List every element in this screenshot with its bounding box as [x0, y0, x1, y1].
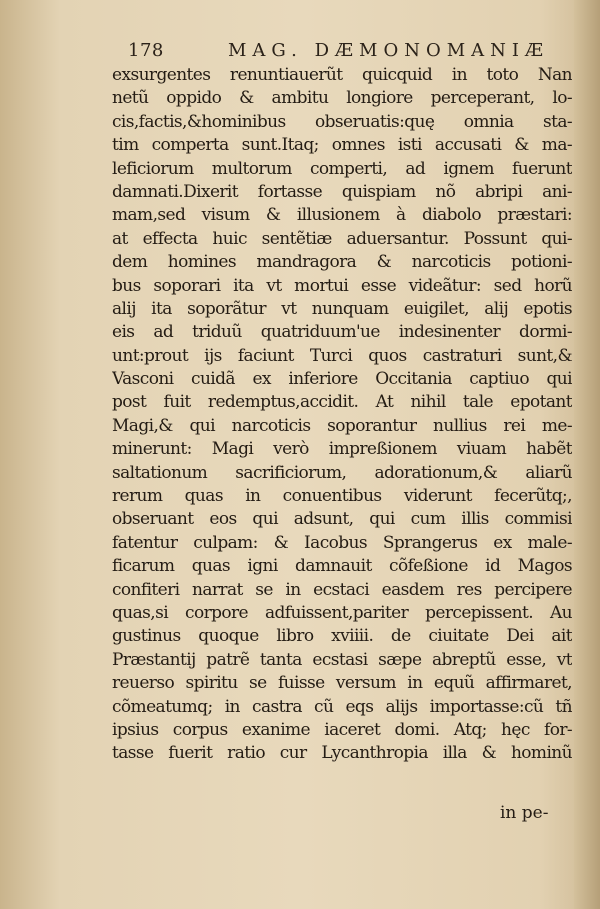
text-line: mam,sed visum & illusionem à diabolo præstari: [112, 205, 572, 226]
text-line: dem homines mandragora & narcoticis potioni- [112, 252, 572, 273]
text-line: exsurgentes renuntiauerũt quicquid in toto Nan [112, 65, 572, 85]
folio-number: 178 [128, 40, 164, 61]
text-line: at effecta huic sentẽtiæ aduersantur. Possunt qui- [112, 228, 572, 249]
text-line: rerum quas in conuentibus viderunt fecerũtq;, [112, 486, 572, 507]
text-line: tim comperta sunt.Itaq; omnes isti accusati & ma- [112, 135, 572, 156]
text-line: cis,factis,&hominibus obseruatis:quę omnia sta- [112, 111, 572, 132]
text-line: bus soporari ita vt mortui esse videãtur: sed horũ [112, 275, 572, 296]
text-line: gustinus quoque libro xviiii. de ciuitate Dei ait [112, 626, 572, 647]
text-line: netũ oppido & ambitu longiore perceperant, lo- [112, 88, 572, 109]
text-line: saltationum sacrificiorum, adorationum,& aliarũ [112, 462, 572, 483]
text-line: Vasconi cuidã ex inferiore Occitania captiuo qui [112, 369, 572, 390]
text-line: reuerso spiritu se fuisse versum in equũ affirmaret, [112, 673, 572, 694]
text-line: obseruant eos qui adsunt, qui cum illis commisi [112, 509, 572, 530]
text-line: damnati.Dixerit fortasse quispiam nõ abripi ani- [112, 181, 572, 202]
text-line: minerunt: Magi verò impreßionem viuam habẽt [112, 439, 572, 460]
catchword: in pe- [500, 803, 549, 823]
text-line: leficiorum multorum comperti, ad ignem fuerunt [112, 158, 572, 179]
text-line: tasse fuerit ratio cur Lycanthropia illa & hominũ [112, 743, 572, 764]
page-gutter [574, 0, 600, 909]
text-line: Magi,& qui narcoticis soporantur nullius rei me- [112, 415, 572, 436]
body-text [112, 64, 572, 766]
text-line: eis ad triduũ quatriduum'ue indesinenter dormi- [112, 322, 572, 343]
text-line: fatentur culpam: & Iacobus Sprangerus ex male- [112, 532, 572, 553]
text-line: cõmeatumq; in castra cũ eqs alijs importasse:cũ tñ [112, 696, 572, 717]
text-line: post fuit redemptus,accidit. At nihil tale epotant [112, 392, 572, 413]
text-line: ipsius corpus exanime iaceret domi. Atq; hęc for- [112, 719, 572, 740]
text-line: alij ita soporãtur vt nunquam euigilet, alij epotis [112, 298, 572, 319]
running-title: MAG. DÆMONOMANIÆ [228, 40, 550, 61]
text-line: quas,si corpore adfuissent,pariter percepissent. Au [112, 602, 572, 623]
text-line: ficarum quas igni damnauit cõfeßione id Magos [112, 556, 572, 577]
text-line: confiteri narrat se in ecstaci easdem res percipere [112, 579, 572, 600]
text-line: unt:prout ijs faciunt Turci quos castraturi sunt,& [112, 345, 572, 366]
text-line: Præstantij patrẽ tanta ecstasi sæpe abreptũ esse, vt [112, 649, 572, 670]
